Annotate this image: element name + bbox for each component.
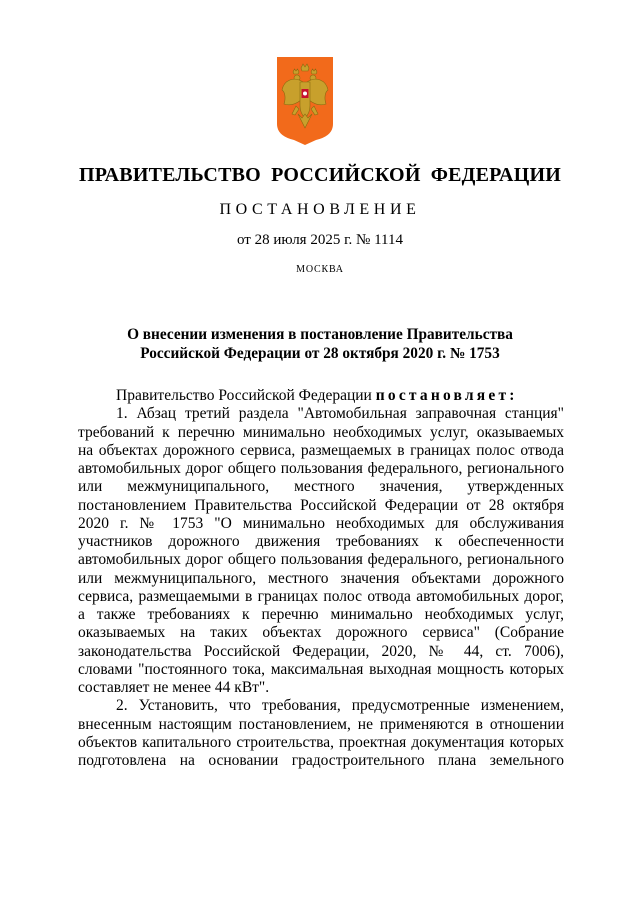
body-line: оказываемых на таких объектах дорожного сервиса" (Собрание [78, 624, 564, 642]
document-subject [0, 325, 640, 363]
body-line: или межмуниципального, местного значения объектами дорожного [78, 569, 564, 587]
body-line: участников дорожного движения требованиях к обеспеченности [78, 533, 564, 550]
body-line: 2. Установить, что требования, предусмотренные изменением, [116, 697, 564, 715]
body-line: а также требованиях к перечню минимально необходимых услуг, [78, 606, 564, 623]
body-line: постановлением Правительства Российской Федерации от 28 октября [78, 496, 564, 514]
resolves-word: постановляет: [375, 387, 518, 404]
body-line: сервиса, размещаемыми в границах полос отвода автомобильных дорог, [78, 587, 564, 605]
body-line: или межмуниципального, местного значения, утвержденных [78, 478, 564, 496]
coat-of-arms-icon [276, 56, 334, 146]
document-date-number: от 28 июля 2025 г. № 1114 [236, 232, 403, 248]
body-line: словами "постоянного тока, максимальная выходная мощность которых [78, 660, 564, 678]
body-line: законодательства Российской Федерации, 2020, № 44, ст. 7006), [78, 642, 564, 660]
document-body [78, 387, 564, 770]
body-line: объектов капитального строительства, проектная документация которых [78, 733, 564, 751]
body-line: требований к перечню минимально необходимых услуг, оказываемых [78, 423, 564, 441]
body-line: подготовлена на основании градостроительного плана земельного [78, 752, 564, 769]
preamble [78, 387, 564, 405]
preamble-text: Правительство Российской Федерации [116, 387, 376, 404]
subject-line: Российской Федерации от 28 октября 2020 г. № 1753 [140, 345, 500, 362]
document-type: ПОСТАНОВЛЕНИЕ [219, 201, 421, 218]
body-line: составляет не менее 44 кВт". [78, 679, 270, 696]
government-title: ПРАВИТЕЛЬСТВО РОССИЙСКОЙ ФЕДЕРАЦИИ [79, 164, 561, 186]
body-line: автомобильных дорог общего пользования федерального, регионального [78, 551, 564, 569]
body-line: на объектах дорожного сервиса, размещаемых в границах полос отвода [78, 441, 564, 459]
body-line: 2020 г. № 1753 "О минимально необходимых для обслуживания [78, 514, 564, 532]
city: МОСКВА [296, 264, 344, 275]
body-line: 1. Абзац третий раздела "Автомобильная заправочная станция" [116, 405, 564, 423]
subject-line: О внесении изменения в постановление Правительства [127, 326, 513, 343]
body-line: автомобильных дорог общего пользования федерального, регионального [78, 460, 564, 477]
body-line: внесенным настоящим постановлением, не применяются в отношении [78, 715, 564, 733]
